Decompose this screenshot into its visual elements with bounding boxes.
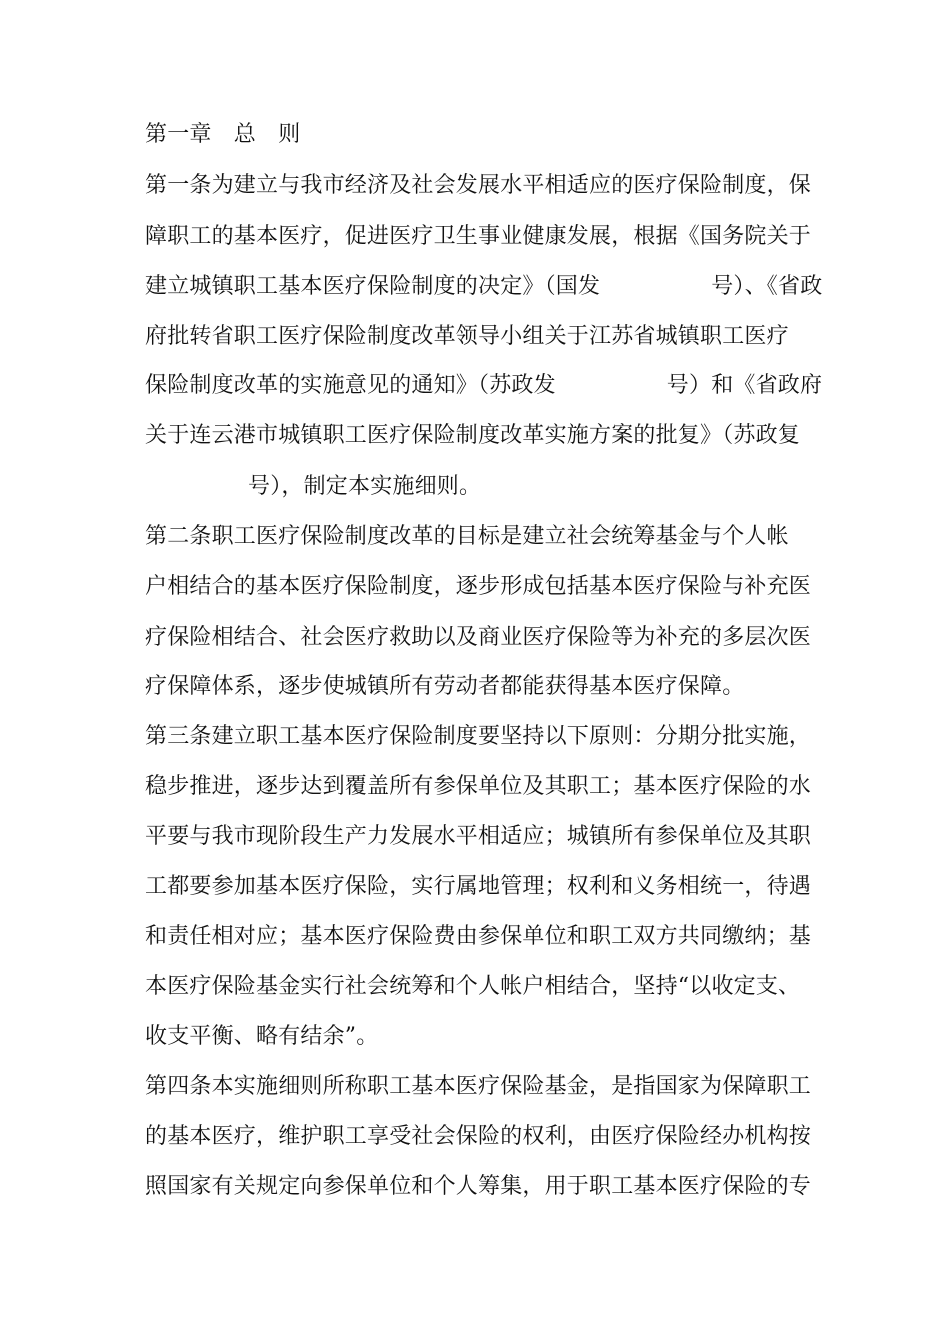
text-line: 疗保障体系，逐步使城镇所有劳动者都能获得基本医疗保障。 (145, 674, 745, 699)
text-line: 本医疗保险基金实行社会统筹和个人帐户相结合，坚持“以收定支、 (145, 974, 801, 999)
text-line: 工都要参加基本医疗保险，实行属地管理；权利和义务相统一，待遇 (145, 874, 812, 899)
text-line: 保险制度改革的实施意见的通知》（苏政发 号）和《省政府 (145, 373, 823, 398)
chapter-heading: 第一章 总 则 (145, 122, 301, 147)
text-line: 第四条本实施细则所称职工基本医疗保险基金，是指国家为保障职工 (145, 1074, 812, 1099)
text-line: 照国家有关规定向参保单位和个人筹集，用于职工基本医疗保险的专 (145, 1174, 812, 1199)
text-line: 府批转省职工医疗保险制度改革领导小组关于江苏省城镇职工医疗 (145, 324, 789, 349)
text-line: 第三条建立职工基本医疗保险制度要坚持以下原则：分期分批实施， (145, 724, 812, 749)
text-line: 平要与我市现阶段生产力发展水平相适应；城镇所有参保单位及其职 (145, 824, 812, 849)
text-line: 收支平衡、略有结余”。 (145, 1024, 379, 1049)
text-line: 稳步推进，逐步达到覆盖所有参保单位及其职工；基本医疗保险的水 (145, 774, 812, 799)
text-line: 和责任相对应；基本医疗保险费由参保单位和职工双方共同缴纳；基 (145, 924, 812, 949)
text-line: 障职工的基本医疗，促进医疗卫生事业健康发展，根据《国务院关于 (145, 224, 812, 249)
text-line: 疗保险相结合、社会医疗救助以及商业医疗保险等为补充的多层次医 (145, 625, 812, 650)
text-line: 建立城镇职工基本医疗保险制度的决定》（国发 号）、《省政 (145, 274, 823, 299)
text-line: 户相结合的基本医疗保险制度，逐步形成包括基本医疗保险与补充医 (145, 574, 812, 599)
text-line: 第一条为建立与我市经济及社会发展水平相适应的医疗保险制度，保 (145, 173, 812, 198)
text-line: 第二条职工医疗保险制度改革的目标是建立社会统筹基金与个人帐 (145, 524, 789, 549)
text-line: 号），制定本实施细则。 (248, 474, 482, 499)
text-line: 的基本医疗，维护职工享受社会保险的权利，由医疗保险经办机构按 (145, 1124, 812, 1149)
text-line: 关于连云港市城镇职工医疗保险制度改革实施方案的批复》（苏政复 (145, 423, 801, 448)
